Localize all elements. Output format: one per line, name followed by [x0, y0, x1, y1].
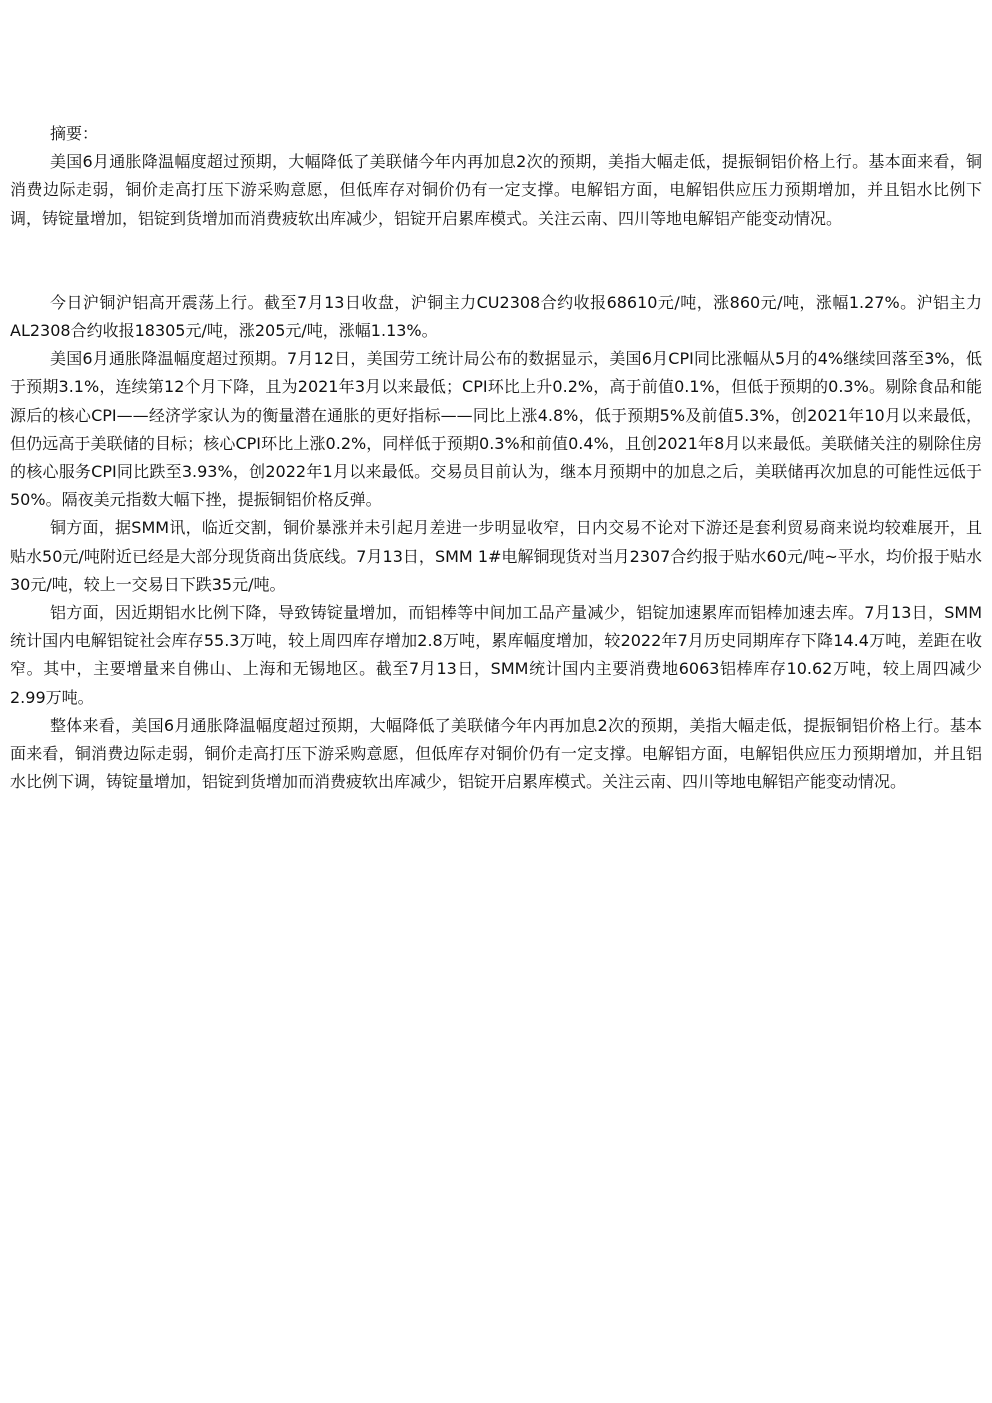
us-cpi-paragraph: 美国6月通胀降温幅度超过预期。7月12日，美国劳工统计局公布的数据显示，美国6月CPI同比涨幅从5月的4%继续回落至3%，低于预期3.1%，连续第12个月下降，且为2021年3月以来最低；CPI环比上升0.2%，高于前值0.1%，但低于预期的0.3%。剔除食品和能源后的核心CPI——经济学家认为的衡量潜在通胀的更好指标——同比上涨4.8%，低于预期5%及前值5.3%，创2021年10月以来最低，但仍远高于美联储的目标；核心CPI环比上涨0.2%，同样低于预期0.3%和前值0.4%，且创2021年8月以来最低。美联储关注的剔除住房的核心服务CPI同比跌至3.93%，创2022年1月以来最低。交易员目前认为，继本月预期中的加息之后，美联储再次加息的可能性远低于50%。隔夜美元指数大幅下挫，提振铜铝价格反弹。: [10, 349, 982, 510]
copper-paragraph: 铜方面，据SMM讯，临近交割，铜价暴涨并未引起月差进一步明显收窄，日内交易不论对下游还是套利贸易商来说均较难展开，且贴水50元/吨附近已经是大部分现货商出货底线。7月13日，SMM 1#电解铜现货对当月2307合约报于贴水60元/吨~平水，均价报于贴水30元/吨，较上一交易日下跌35元/吨。: [10, 518, 982, 594]
document-body: [10, 120, 982, 796]
overall-paragraph: 整体来看，美国6月通胀降温幅度超过预期，大幅降低了美联储今年内再加息2次的预期，美指大幅走低，提振铜铝价格上行。基本面来看，铜消费边际走弱，铜价走高打压下游采购意愿，但低库存对铜价仍有一定支撑。电解铝方面，电解铝供应压力预期增加，并且铝水比例下调，铸锭量增加，铝锭到货增加而消费疲软出库减少，铝锭开启累库模式。关注云南、四川等地电解铝产能变动情况。: [10, 715, 982, 792]
market-close-paragraph: 今日沪铜沪铝高开震荡上行。截至7月13日收盘，沪铜主力CU2308合约收报68610元/吨，涨860元/吨，涨幅1.27%。沪铝主力AL2308合约收报18305元/吨，涨205元/吨，涨幅1.13%。: [10, 292, 982, 341]
summary-paragraph: 美国6月通胀降温幅度超过预期，大幅降低了美联储今年内再加息2次的预期，美指大幅走低，提振铜铝价格上行。基本面来看，铜消费边际走弱，铜价走高打压下游采购意愿，但低库存对铜价仍有一定支撑。电解铝方面，电解铝供应压力预期增加，并且铝水比例下调，铸锭量增加，铝锭到货增加而消费疲软出库减少，铝锭开启累库模式。关注云南、四川等地电解铝产能变动情况。: [10, 152, 982, 228]
section-gap: [10, 233, 982, 289]
aluminum-paragraph: 铝方面，因近期铝水比例下降，导致铸锭量增加，而铝棒等中间加工品产量减少，铝锭加速累库而铝棒加速去库。7月13日，SMM统计国内电解铝锭社会库存55.3万吨，较上周四库存增加2.8万吨，累库幅度增加，较2022年7月历史同期库存下降14.4万吨，差距在收窄。其中，主要增量来自佛山、上海和无锡地区。截至7月13日，SMM统计国内主要消费地6063铝棒库存10.62万吨，较上周四减少2.99万吨。: [10, 603, 982, 707]
summary-label: 摘要：: [50, 124, 99, 143]
